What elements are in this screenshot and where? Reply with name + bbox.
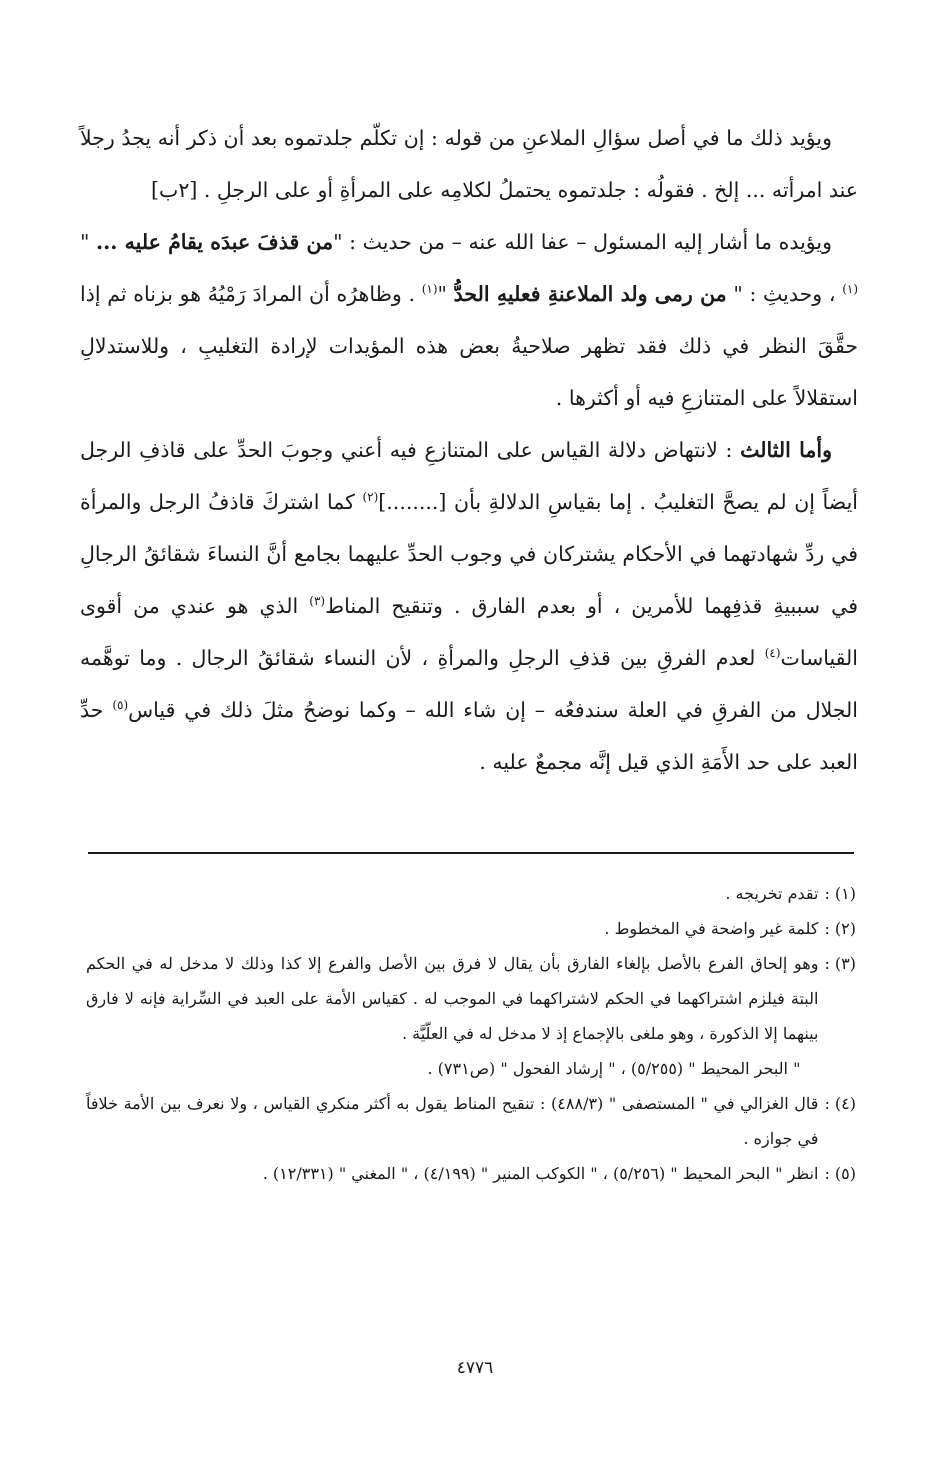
footnote-reference: " البحر المحيط " (٥/٢٥٥) ، " إرشاد الفحول " (ص٧٣١) . [427,1059,801,1078]
paragraph-2-rest: . وظاهرُه أن المرادَ رَمْيُهُ هو بزناه ثم إذا حقَّقَ النظر في ذلك فقد تظهر صلاحيةُ بعض هذه المؤيدات لإرادة التغليبِ ، وللاستدلالِ استقلالاً على المتنازعِ فيه أو أكثرها . [80,282,858,410]
footnote-divider [88,852,854,854]
footnote-3 [86,946,856,1086]
paragraph-2 [80,216,858,424]
footnote-5 [86,1156,856,1191]
paragraph-2-intro: ويؤيده ما أشار إليه المسئول – عفا الله عنه – من حديث : " [333,230,832,254]
footnote-text: قال الغزالي في " المستصفى " (٤٨٨/٣) : تنقيح المناط يقول به أكثر منكري القياس ، ولا نعرف بين الأمة خلافاً في جوازه . [86,1094,819,1148]
footnote-4 [86,1086,856,1156]
quote-close-1: " [80,230,97,254]
footnote-number: (٥) : [824,1164,856,1183]
footnote-marker-2: (٢) [362,490,379,505]
footnote-text: كلمة غير واضحة في المخطوط . [604,919,819,938]
hadith-quote-2: من رمى ولد الملاعنةِ فعليهِ الحدُّ [453,282,727,306]
footnote-2 [86,911,856,946]
paragraph-3-part-c: الذي هو عندي من أقوى القياسات [80,594,858,670]
paragraph-3-part-e: حدِّ العبد على حد الأَمَةِ الذي قيل إنَّه مجمعٌ عليه . [80,698,858,774]
footnotes [86,876,856,1191]
footnote-body [86,946,818,1086]
paragraph-2-mid: ، وحديثِ : " [726,282,843,306]
footnote-number: (٣) : [824,954,856,973]
paragraph-3-part-a: : لانتهاض دلالة القياس على المتنازعِ فيه أعني وجوبَ الحدِّ على قاذفِ الرجل أيضاً إن لم يصحَّ التغليبُ . إما بقياسِ الدلالةِ بأن [........] [80,438,858,514]
main-text [80,112,858,788]
paragraph-3-part-b: كما اشتركَ قاذفُ الرجل والمرأة في ردِّ شهادتهما في الأحكام يشتركان في وجوب الحدِّ عليهما بجامع أنَّ النساءَ شقائقُ الرجالِ في سببيةِ قذفِهما للأمرين ، أو بعدم الفارق . وتنقيح المناط [80,490,858,618]
footnote-marker-3: (٣) [309,594,326,609]
footnote-text: وهو إلحاق الفرع بالأصل بإلغاء الفارق بأن يقال لا فرق بين الأصل والفرع إلا كذا وذلك لا مدخل له في الحكم البتة فيلزم اشتراكهما في الحكم لاشتراكهما في الموجب له . كقياس الأمة على العبد في السِّراية فإنه لا فارق بينهما إلا الذكورة ، وهو ملغى بالإجماع إذ لا مدخل له في العلّيَّة . [86,954,819,1043]
footnote-marker-5: (٥) [112,698,129,713]
section-lead-third: وأما الثالث [740,438,832,462]
quote-close-2: " [437,282,454,306]
footnote-text: انظر " البحر المحيط " (٥/٢٥٦) ، " الكوكب المنير " (٤/١٩٩) ، " المغني " (١٢/٣٣١) . [262,1164,819,1183]
footnote-number: (٢) : [824,919,856,938]
hadith-quote-1: من قذفَ عبدَه يقامُ عليه ... [96,230,334,254]
footnote-marker-4: (٤) [764,646,781,661]
footnote-text: تقدم تخريجه . [725,884,819,903]
page-number: ٤٧٧٦ [456,1358,494,1378]
paragraph-1: ويؤيد ذلك ما في أصل سؤالِ الملاعنِ من قوله : إن تكلّم جلدتموه بعد أن ذكر أنه يجدُ رجلاً عند امرأته ... إلخ . فقولُه : جلدتموه يحتملُ لكلامِه على المرأةِ أو على الرجلِ . [٢ب] [80,126,858,202]
footnote-1 [86,876,856,911]
footnote-number: (٤) : [824,1094,856,1113]
paragraph-3 [80,424,858,788]
footnote-number: (١) : [824,884,856,903]
footnote-marker-1a: (١) [842,282,859,297]
paragraph-3-part-d: لعدم الفرقِ بين قذفِ الرجلِ والمرأةِ ، لأن النساء شقائقُ الرجال . وما توهَّمه الجلال من الفرقِ في العلة سندفعُه – إن شاء الله – وكما نوضحُ مثلَ ذلك في قياس [80,646,859,722]
footnote-marker-1b: (١) [421,282,438,297]
